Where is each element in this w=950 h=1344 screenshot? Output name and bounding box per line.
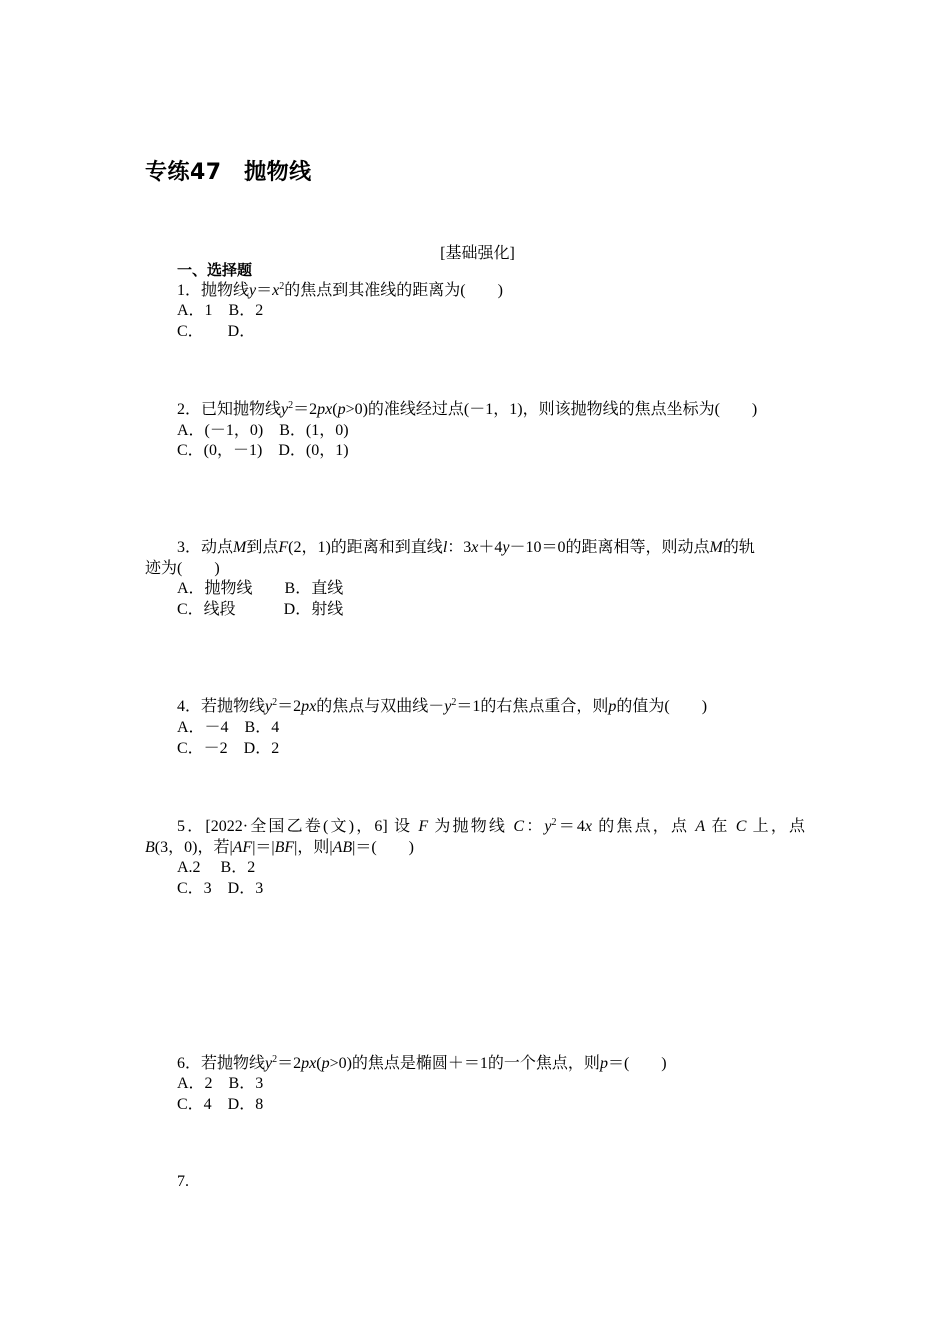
question-4-stem: 4．若抛物线$y^2=2px$的焦点与双曲线$-y^2=1$的右焦点重合，则p的值为( ) (177, 697, 708, 715)
section-label: [基础强化] (440, 245, 515, 262)
question-3-stem-line1: 3．动点M到点F(2，1)的距离和到直线l：3x＋4y－10＝0的距离相等，则动点M的轨 (177, 539, 755, 556)
question-2-options-ab: A．(－1，0) B．(1，0) (177, 422, 349, 439)
question-3-options-cd: C．线段 D．射线 (177, 601, 344, 618)
question-6-stem: 6．若抛物线$y^2=2px(p>0)$的焦点是椭圆＋＝1的一个焦点，则p＝( ) (177, 1054, 667, 1072)
question-3-options-ab: A．抛物线 B．直线 (177, 580, 344, 597)
question-2-options-cd: C．(0，－1) D．(0，1) (177, 442, 349, 459)
question-4-options-cd: C．－2 D．2 (177, 740, 280, 757)
question-7-stem: 7. (177, 1173, 189, 1190)
question-1-stem: 1．抛物线$y=x^2$的焦点到其准线的距离为( ) (177, 281, 503, 299)
question-5-options-cd: C．3 D．3 (177, 880, 264, 897)
question-6-options-ab: A．2 B．3 (177, 1075, 264, 1092)
question-5-stem-line2: B(3，0)，若|AF|＝|BF|，则|AB|＝( ) (145, 839, 415, 856)
question-4-options-ab: A．－4 B．4 (177, 719, 280, 736)
question-5-stem-line1: 5．[2022·全国乙卷(文)，6] 设 F 为抛物线 C：$y^2=4x$ 的焦点，点 A 在 C 上，点 (177, 817, 806, 835)
question-5-options-ab: A.2 B．2 (177, 859, 256, 876)
question-6-options-cd: C．4 D．8 (177, 1096, 264, 1113)
question-3-stem-line2: 迹为( ) (145, 560, 220, 577)
page-title: 专练47 抛物线 (145, 160, 312, 185)
question-1-options-ab: A．1 B．2 (177, 302, 264, 319)
question-2-stem: 2．已知抛物线$y^2=2px(p>0)$的准线经过点(－1，1)，则该抛物线的焦点坐标为( ) (177, 400, 758, 418)
part-heading: 一、选择题 (177, 261, 253, 279)
question-1-options-cd: C． D． (177, 323, 256, 340)
